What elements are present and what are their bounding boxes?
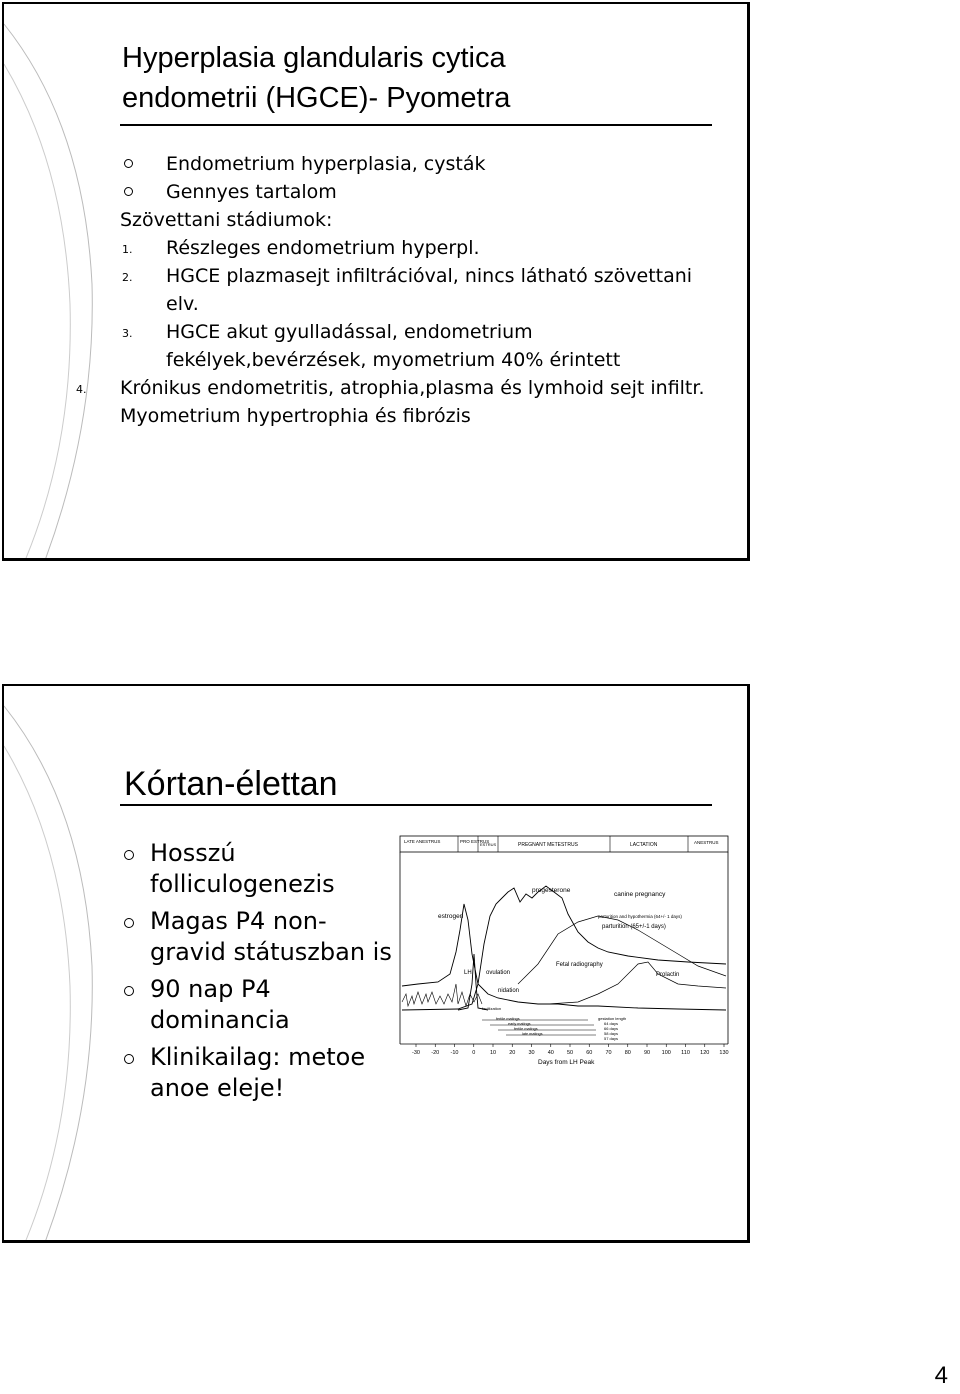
- x-tick-label: 130: [719, 1050, 729, 1056]
- circle-bullet-icon: [124, 187, 133, 196]
- fetal-radiography-label: Fetal radiography: [556, 962, 603, 968]
- progesterone-curve: [402, 886, 726, 1010]
- x-tick-label: 90: [643, 1050, 651, 1056]
- bullet-text: Gennyes tartalom: [166, 181, 337, 203]
- list-item: [122, 974, 392, 1036]
- x-tick-label: 70: [605, 1050, 612, 1056]
- x-axis-label: Days from LH Peak: [538, 1059, 595, 1066]
- x-tick-label: 20: [509, 1050, 516, 1056]
- days-label: 64 days: [604, 1021, 619, 1026]
- bullet-text: Klinikailag: metoe anoe eleje!: [150, 1043, 366, 1102]
- stage-item: [120, 318, 730, 374]
- circle-bullet-icon: [124, 986, 134, 996]
- phase-label: LACTATION: [630, 842, 658, 848]
- slide1-title-line1: Hyperplasia glandularis cytica: [122, 42, 506, 74]
- parturition-hypothermia-label: parturition and hypothermia (64+/- 1 days): [598, 914, 682, 919]
- phase-label: LATE ANESTRUS: [404, 839, 441, 844]
- nidation-label: nidation: [498, 988, 520, 994]
- days-label: 57 days: [604, 1036, 619, 1041]
- slide2-title: Kórtan-élettan: [124, 765, 338, 803]
- prolactin-curve: [548, 962, 726, 1004]
- reproductive-cycle-figure: [398, 834, 730, 1072]
- slide1-content: [76, 150, 730, 430]
- stage-item: [120, 262, 730, 318]
- stage-item: [120, 234, 730, 262]
- stage-text: HGCE plazmasejt infiltrációval, nincs látható szövettani elv.: [166, 265, 693, 315]
- stage-number: 4.: [76, 383, 87, 396]
- parturition-label: parturition (65+/-1 days): [602, 924, 666, 930]
- list-item: [122, 1042, 392, 1104]
- range-label: fertile matings: [514, 1027, 538, 1031]
- decorative-arcs: [4, 686, 134, 1243]
- x-tick-label: 10: [489, 1050, 497, 1056]
- x-tick-label: -20: [431, 1050, 440, 1056]
- range-label: early matings: [508, 1022, 531, 1026]
- x-tick-label: -10: [450, 1050, 459, 1056]
- phase-label: ANESTRUS: [694, 840, 719, 845]
- range-label: late matings: [522, 1032, 543, 1036]
- x-tick-label: 50: [566, 1050, 574, 1056]
- circle-bullet-icon: [124, 159, 133, 168]
- gestation-length-label: gestation length: [598, 1016, 627, 1021]
- x-tick-label: 120: [700, 1050, 710, 1056]
- phase-label: PRO ESTRUS: [460, 839, 490, 844]
- stage-number: 3.: [122, 327, 133, 340]
- slide2-content: [122, 838, 392, 1110]
- title-rule: [120, 124, 712, 126]
- bullet-text: Hosszú folliculogenezis: [150, 839, 335, 898]
- fertilization-label: fertilization: [482, 1006, 502, 1011]
- stage-text: Részleges endometrium hyperpl.: [166, 237, 480, 259]
- subheading-text: Szövettani stádiumok:: [120, 209, 333, 231]
- canine-pregnancy-label: canine pregnancy: [614, 891, 666, 898]
- list-item: [120, 178, 730, 206]
- stage-number: 2.: [122, 271, 133, 284]
- stage-number: 1.: [122, 243, 133, 256]
- x-tick-label: 60: [586, 1050, 593, 1056]
- circle-bullet-icon: [124, 1054, 134, 1064]
- days-label: 58 days: [604, 1031, 619, 1036]
- phase-label: ESTRUS: [480, 842, 497, 847]
- ovulation-label: ovulation: [486, 970, 511, 976]
- x-axis-ticks: [412, 1044, 729, 1056]
- bullet-text: Endometrium hyperplasia, cysták: [166, 153, 486, 175]
- x-tick-label: 40: [547, 1050, 554, 1056]
- lh-label: LH: [464, 970, 472, 976]
- x-tick-label: -30: [412, 1050, 420, 1056]
- page-number: 4: [934, 1362, 948, 1389]
- prolactin-label: Prolactin: [656, 972, 680, 978]
- x-tick-label: 0: [472, 1050, 476, 1056]
- x-tick-label: 110: [681, 1050, 690, 1056]
- list-item: [120, 150, 730, 178]
- circle-bullet-icon: [124, 850, 134, 860]
- x-tick-label: 80: [624, 1050, 631, 1056]
- list-item: [122, 838, 392, 900]
- circle-bullet-icon: [124, 918, 134, 928]
- bullet-text: 90 nap P4 dominancia: [150, 975, 290, 1034]
- estrogen-label: estrogen: [438, 913, 464, 920]
- progesterone-label: progesterone: [532, 887, 571, 894]
- decorative-arcs: [4, 4, 134, 561]
- title-rule: [120, 804, 712, 806]
- subheading: [120, 206, 730, 234]
- bullet-text: Magas P4 non-gravid státuszban is: [150, 907, 392, 966]
- x-tick-label: 30: [528, 1050, 535, 1056]
- stage-item: [74, 374, 730, 430]
- x-tick-label: 100: [661, 1050, 671, 1056]
- days-label: 66 days: [604, 1026, 619, 1031]
- phase-label: PREGNANT METESTRUS: [518, 842, 578, 848]
- stage-text: Krónikus endometritis, atrophia,plasma és lymhoid sejt infiltr. Myometrium hypertrophia és fibrózis: [120, 377, 705, 427]
- list-item: [122, 906, 392, 968]
- mating-ranges: [482, 1016, 626, 1041]
- stage-text: HGCE akut gyulladással, endometrium fekélyek,bevérzések, myometrium 40% érintett: [166, 321, 621, 371]
- slide1-title-line2: endometrii (HGCE)- Pyometra: [122, 82, 511, 114]
- range-label: fertile matings: [496, 1017, 520, 1021]
- hormone-chart: [398, 834, 730, 1072]
